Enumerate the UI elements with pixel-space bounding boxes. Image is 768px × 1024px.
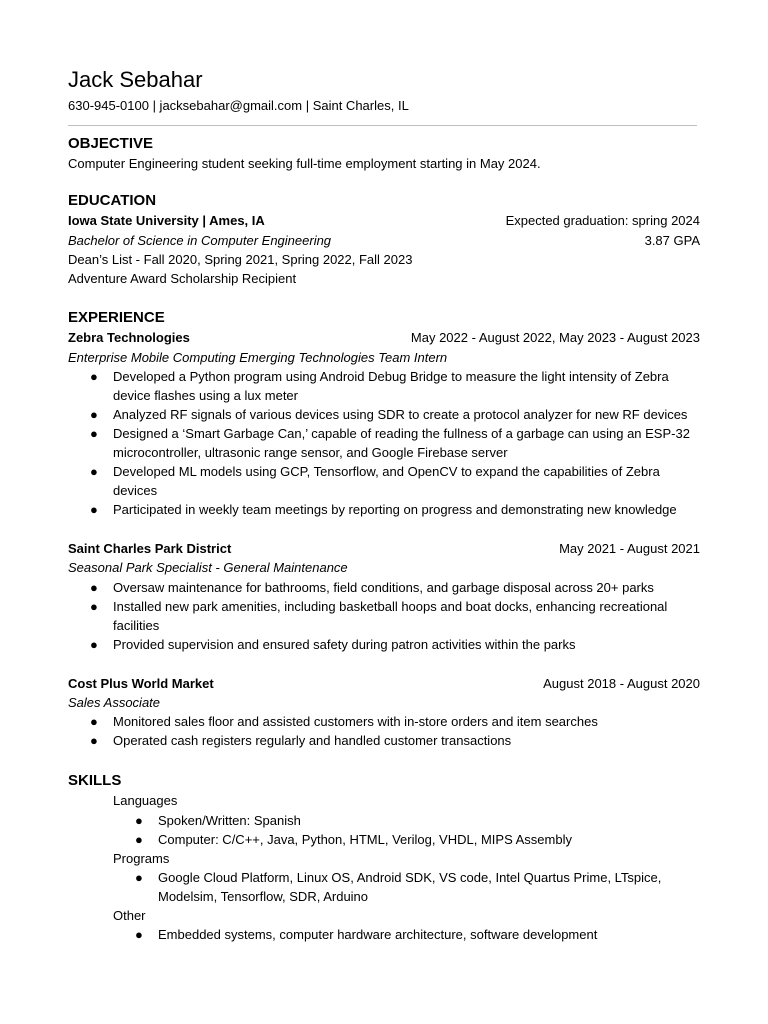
- list-item: [68, 830, 701, 849]
- bullet-icon: ●: [90, 598, 98, 614]
- section-title-experience: EXPERIENCE: [68, 309, 165, 327]
- honor-item: Adventure Award Scholarship Recipient: [68, 271, 297, 287]
- skill-list: [68, 868, 700, 906]
- education-section: [68, 191, 700, 288]
- education-degree-row: [68, 231, 700, 250]
- bullet-icon: ●: [135, 869, 143, 885]
- contact-line: 630-945-0100 | jacksebahar@gmail.com | Saint Charles, IL: [68, 98, 409, 113]
- job-dates: May 2022 - August 2022, May 2023 - August 2023: [410, 330, 700, 346]
- skill-group-languages: Languages: [113, 793, 178, 809]
- section-title-objective: OBJECTIVE: [68, 135, 154, 152]
- job-header-row: [68, 328, 700, 347]
- skill-text: Computer: C/C++, Java, Python, HTML, Verilog, VHDL, MIPS Assembly: [158, 831, 572, 847]
- job-role: Enterprise Mobile Computing Emerging Technologies Team Intern: [68, 349, 448, 365]
- job-role: Sales Associate: [68, 694, 161, 710]
- school-name: Iowa State University | Ames, IA: [68, 213, 265, 229]
- bullet-icon: ●: [90, 579, 98, 595]
- list-item: [68, 868, 701, 906]
- skill-text: Google Cloud Platform, Linux OS, Android SDK, VS code, Intel Quartus Prime, LTspice, Modelsim, Tensorflow, SDR, Arduino: [158, 869, 662, 904]
- list-item: [68, 597, 701, 635]
- bullet-icon: ●: [90, 714, 98, 730]
- degree-name: Bachelor of Science in Computer Engineering: [68, 232, 332, 248]
- bullet-icon: ●: [90, 464, 98, 480]
- bullet-text: Developed ML models using GCP, Tensorflow, and OpenCV to expand the capabilities of Zebra devices: [113, 464, 660, 499]
- gpa: 3.87 GPA: [644, 232, 700, 248]
- company-name: Cost Plus World Market: [68, 675, 214, 691]
- objective-section: [68, 134, 700, 173]
- graduation-date: Expected graduation: spring 2024: [505, 213, 700, 229]
- bullet-icon: ●: [90, 407, 98, 423]
- list-item: [68, 712, 701, 731]
- company-name: Zebra Technologies: [68, 330, 190, 346]
- bullet-text: Monitored sales floor and assisted customers with in-store orders and item searches: [113, 714, 598, 730]
- job-bullet-list: [68, 712, 700, 750]
- skills-section: [68, 771, 700, 944]
- list-item: [68, 925, 701, 944]
- skill-list: [68, 925, 700, 944]
- bullet-text: Participated in weekly team meetings by reporting on progress and demonstrating new knowledge: [113, 502, 677, 518]
- job-dates: May 2021 - August 2021: [559, 541, 700, 557]
- job-header-row: [68, 674, 700, 693]
- job-header-row: [68, 539, 700, 558]
- section-title-skills: SKILLS: [68, 772, 122, 790]
- bullet-icon: ●: [135, 831, 143, 847]
- header-divider: [68, 125, 697, 126]
- bullet-text: Analyzed RF signals of various devices using SDR to create a protocol analyzer for new RF devices: [113, 407, 688, 423]
- bullet-icon: ●: [90, 636, 98, 652]
- skill-text: Spoken/Written: Spanish: [158, 812, 301, 828]
- job-bullet-list: [68, 367, 700, 519]
- list-item: [68, 811, 701, 830]
- list-item: [68, 424, 701, 462]
- bullet-text: Provided supervision and ensured safety during patron activities within the parks: [113, 636, 576, 652]
- list-item: [68, 731, 701, 750]
- section-title-education: EDUCATION: [68, 192, 157, 210]
- bullet-icon: ●: [90, 426, 98, 442]
- bullet-icon: ●: [135, 927, 143, 943]
- skill-text: Embedded systems, computer hardware architecture, software development: [158, 927, 598, 943]
- honor-item: Dean’s List - Fall 2020, Spring 2021, Spring 2022, Fall 2023: [68, 251, 413, 267]
- company-name: Saint Charles Park District: [68, 541, 232, 557]
- skill-group-other: Other: [113, 907, 146, 923]
- bullet-icon: ●: [90, 502, 98, 518]
- list-item: [68, 578, 701, 597]
- bullet-text: Installed new park amenities, including basketball hoops and boat docks, enhancing recreational facilities: [113, 598, 668, 633]
- bullet-text: Developed a Python program using Android Debug Bridge to measure the light intensity of Zebra device flashes using a lux meter: [113, 369, 669, 404]
- bullet-icon: ●: [135, 812, 143, 828]
- skill-list: [68, 811, 700, 849]
- experience-section: [68, 308, 700, 750]
- bullet-icon: ●: [90, 369, 98, 385]
- bullet-text: Designed a ‘Smart Garbage Can,’ capable of reading the fullness of a garbage can using an ESP-32 microcontroller, ultrasonic range sensor, and Google Firebase server: [113, 426, 690, 461]
- job-entry-zebra: [68, 328, 700, 519]
- list-item: [68, 500, 701, 519]
- list-item: [68, 462, 701, 500]
- resume-header: [68, 66, 700, 126]
- bullet-text: Operated cash registers regularly and handled customer transactions: [113, 733, 512, 749]
- list-item: [68, 367, 701, 405]
- list-item: [68, 405, 701, 424]
- bullet-icon: ●: [90, 733, 98, 749]
- job-dates: August 2018 - August 2020: [543, 675, 700, 691]
- bullet-text: Oversaw maintenance for bathrooms, field conditions, and garbage disposal across 20+ parks: [113, 579, 654, 595]
- skill-group-programs: Programs: [113, 850, 170, 866]
- objective-text: Computer Engineering student seeking full-time employment starting in May 2024.: [68, 156, 541, 171]
- education-school-row: [68, 211, 700, 230]
- job-role: Seasonal Park Specialist - General Maintenance: [68, 560, 348, 576]
- job-entry-park-district: [68, 539, 700, 654]
- job-bullet-list: [68, 578, 700, 654]
- list-item: [68, 635, 701, 654]
- job-entry-cost-plus: [68, 674, 700, 751]
- candidate-name: Jack Sebahar: [68, 67, 203, 92]
